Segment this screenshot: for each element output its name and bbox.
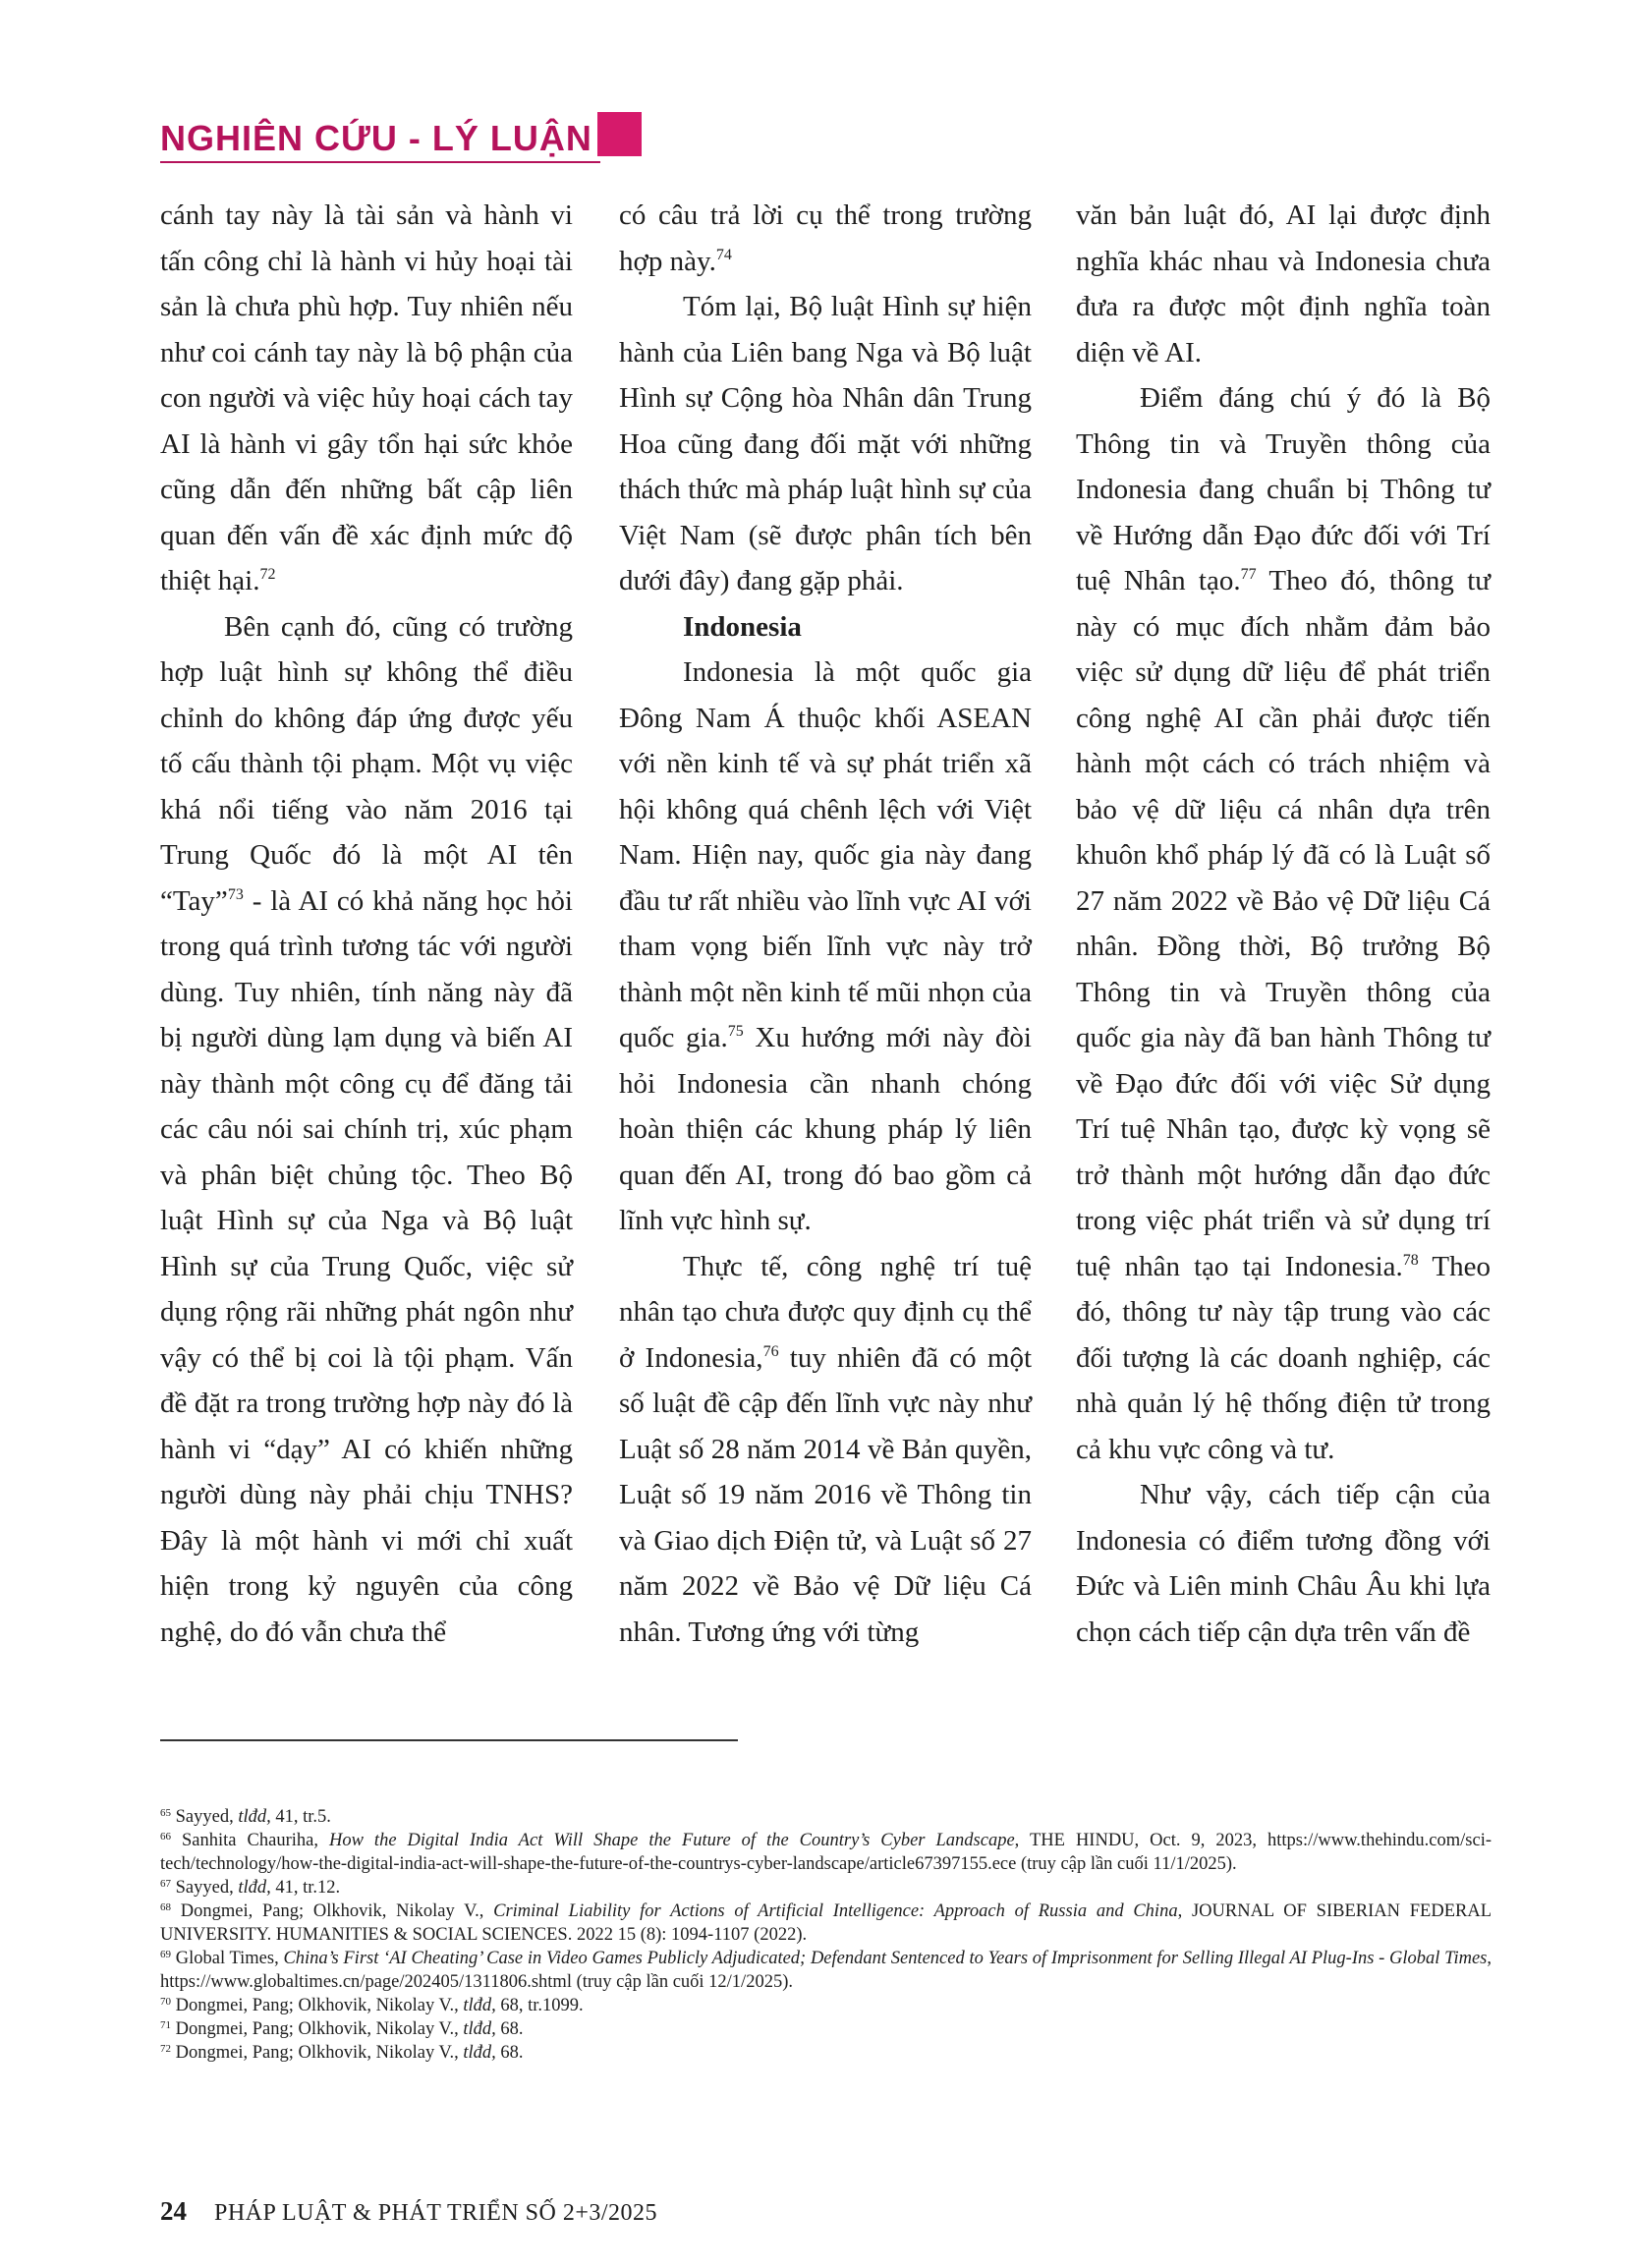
footnote-italic: tlđd,	[463, 2043, 496, 2063]
paragraph-text: Indonesia là một quốc gia Đông Nam Á thuộc khối ASEAN với nền kinh tế và sự phát triển xã hội không quá chênh lệch với Việt Nam. Hiện nay, quốc gia này đang đầu tư rất nhiều vào lĩnh vực AI với tham vọng biến lĩnh vực này trở thành một nền kinh tế mũi nhọn của quốc gia.	[619, 656, 1032, 1053]
section-title: NGHIÊN CỨU - LÝ LUẬN	[160, 118, 592, 158]
footnote	[160, 2041, 1492, 2065]
column-1	[160, 193, 573, 1655]
paragraph: Như vậy, cách tiếp cận của Indonesia có điểm tương đồng với Đức và Liên minh Châu Âu khi lựa chọn cách tiếp cận dựa trên vấn đề	[1076, 1479, 1491, 1648]
footnote-text: , THE HINDU, Oct. 9, 2023, https://www.thehindu.com/sci-tech/technology/how-the-digital-india-act-will-shape-the-future-of-the-countrys-cyber-landscape/article67397155.ece (truy cập lần cuối 11/1/2025).	[160, 1831, 1492, 1874]
footnote-italic: tlđd,	[463, 1996, 496, 2015]
paragraph	[619, 650, 1032, 1244]
footnote-text: Global Times,	[175, 1949, 284, 1968]
paragraph	[160, 193, 573, 604]
footnote-ref[interactable]: 78	[1402, 1251, 1419, 1269]
paragraph	[160, 604, 573, 1656]
footnote-number: 71	[160, 2019, 171, 2031]
footnote-text: 41, tr.5.	[270, 1807, 331, 1827]
footnote-text: Dongmei, Pang; Olkhovik, Nikolay V.,	[171, 2043, 464, 2063]
paragraph-text: Xu hướng mới này đòi hỏi Indonesia cần nhanh chóng hoàn thiện các khung pháp lý liên quan đến AI, trong đó bao gồm cả lĩnh vực hình sự.	[619, 1022, 1032, 1236]
footnote-number: 65	[160, 1807, 171, 1819]
header-accent-block	[597, 112, 642, 156]
paragraph-text: Theo đó, thông tư này tập trung vào các đối tượng là các doanh nghiệp, các nhà quản lý hệ thống điện tử trong cả khu vực công và tư.	[1076, 1250, 1492, 1465]
footnote	[160, 1876, 1492, 1899]
paragraph	[1076, 375, 1491, 1472]
footnote-number: 70	[160, 1996, 171, 2008]
footnote	[160, 2017, 1492, 2041]
footnote-number: 69	[160, 1949, 171, 1960]
footnote-text: Sanhita Chauriha,	[182, 1831, 329, 1850]
column-2	[619, 193, 1032, 1655]
footnote-number: 66	[160, 1831, 171, 1843]
footnote	[160, 1829, 1492, 1876]
footnote-ref[interactable]: 74	[715, 246, 732, 263]
footnote-ref[interactable]: 76	[762, 1342, 779, 1360]
footnote-text: 68.	[495, 2043, 524, 2063]
paragraph	[619, 193, 1032, 284]
footnote-italic: tlđd,	[463, 2019, 496, 2039]
paragraph-text: Thực tế, công nghệ trí tuệ nhân tạo chưa được quy định cụ thể ở Indonesia,	[619, 1250, 1032, 1374]
paragraph-text: có câu trả lời cụ thể trong trường hợp này.	[619, 199, 1032, 277]
footnote-text: Dongmei, Pang; Olkhovik, Nikolay V.,	[171, 2019, 464, 2039]
paragraph-text: tuy nhiên đã có một số luật đề cập đến lĩnh vực này như Luật số 28 năm 2014 về Bản quyền, Luật số 19 năm 2016 về Thông tin và Giao dịch Điện tử, và Luật số 27 năm 2022 về Bảo vệ Dữ liệu Cá nhân. Tương ứng với từng	[619, 1341, 1032, 1648]
footnote	[160, 1994, 1492, 2017]
paragraph-text: Bên cạnh đó, cũng có trường hợp luật hình sự không thể điều chỉnh do không đáp ứng được yếu tố cấu thành tội phạm. Một vụ việc khá nổi tiếng vào năm 2016 tại Trung Quốc đó là một AI tên “Tay”	[160, 610, 573, 917]
footnote-text: Dongmei, Pang; Olkhovik, Nikolay V.,	[180, 1901, 494, 1921]
paragraph-text: Điểm đáng chú ý đó là Bộ Thông tin và Truyền thông của Indonesia đang chuẩn bị Thông tư về Hướng dẫn Đạo đức đối với Trí tuệ Nhân tạo.	[1076, 382, 1491, 596]
footnote-text: Sayyed,	[175, 1878, 239, 1898]
footnote-italic: How the Digital India Act Will Shape the Future of the Country’s Cyber Landscape	[328, 1831, 1015, 1850]
footnote-italic: China’s First ‘AI Cheating’ Case in Video Games Publicly Adjudicated; Defendant Sentenced to Years of Imprisonment for Selling Illegal AI Plug-Ins - Global Times	[283, 1949, 1488, 1968]
footnote-ref[interactable]: 77	[1240, 566, 1257, 583]
footnote-number: 67	[160, 1878, 171, 1890]
paragraph-text: - là AI có khả năng học hỏi trong quá trình tương tác với người dùng. Tuy nhiên, tính năng này đã bị người dùng lạm dụng và biến AI này thành một công cụ để đăng tải các câu nói sai chính trị, xúc phạm và phân biệt chủng tộc. Theo Bộ luật Hình sự của Nga và Bộ luật Hình sự của Trung Quốc, việc sử dụng rộng rãi những phát ngôn như vậy có thể bị coi là tội phạm. Vấn đề đặt ra trong trường hợp này đó là hành vi “dạy” AI có khiến những người dùng này phải chịu TNHS? Đây là một hành vi mới chỉ xuất hiện trong kỷ nguyên của công nghệ, do đó vẫn chưa thể	[160, 884, 573, 1648]
footnote-text: 68.	[495, 2019, 524, 2039]
footnote-italic: tlđd,	[238, 1878, 271, 1898]
paragraph-text: cánh tay này là tài sản và hành vi tấn công chỉ là hành vi hủy hoại tài sản là chưa phù hợp. Tuy nhiên nếu như coi cánh tay này là bộ phận của con người và việc hủy hoại cách tay AI là hành vi gây tổn hại sức khỏe cũng dẫn đến những bất cập liên quan đến vấn đề xác định mức độ thiệt hại.	[160, 199, 573, 596]
paragraph-text: Theo đó, thông tư này có mục đích nhằm đảm bảo việc sử dụng dữ liệu để phát triển công nghệ AI cần phải được tiến hành một cách có trách nhiệm và bảo vệ dữ liệu cá nhân dựa trên khuôn khổ pháp lý đã có là Luật số 27 năm 2022 về Bảo vệ Dữ liệu Cá nhân. Đồng thời, Bộ trưởng Bộ Thông tin và Truyền thông của quốc gia này đã ban hành Thông tư về Đạo đức đối với việc Sử dụng Trí tuệ Nhân tạo, được kỳ vọng sẽ trở thành một hướng dẫn đạo đức trong việc phát triển và sử dụng trí tuệ nhân tạo tại Indonesia.	[1076, 565, 1491, 1282]
section-header	[160, 118, 592, 159]
footnote-text: 41, tr.12.	[270, 1878, 341, 1898]
footnote	[160, 1947, 1492, 1994]
footnote-number: 72	[160, 2043, 171, 2055]
footnote-ref[interactable]: 75	[727, 1023, 744, 1040]
footnote-text: , JOURNAL OF SIBERIAN FEDERAL UNIVERSITY. HUMANITIES & SOCIAL SCIENCES. 2022 15 (8): 1094-1107 (2022).	[160, 1901, 1492, 1945]
paragraph: Tóm lại, Bộ luật Hình sự hiện hành của Liên bang Nga và Bộ luật Hình sự Cộng hòa Nhân dân Trung Hoa cũng đang đối mặt với những thách thức mà pháp luật hình sự của Việt Nam (sẽ được phân tích bên dưới đây) đang gặp phải.	[619, 291, 1032, 596]
paragraph	[619, 1244, 1032, 1656]
footnote	[160, 1899, 1492, 1947]
footnote	[160, 1805, 1492, 1829]
footnote-text: Sayyed,	[175, 1807, 239, 1827]
header-underline	[160, 161, 600, 163]
page-number: 24	[160, 2196, 187, 2226]
footnote-italic: Criminal Liability for Actions of Artificial Intelligence: Approach of Russia and China	[493, 1901, 1178, 1921]
section-heading: Indonesia	[683, 610, 802, 643]
footnote-ref[interactable]: 72	[259, 566, 276, 583]
footnote-ref[interactable]: 73	[227, 885, 244, 903]
paragraph: văn bản luật đó, AI lại được định nghĩa khác nhau và Indonesia chưa đưa ra được một định nghĩa toàn diện về AI.	[1076, 199, 1491, 369]
footnote-italic: tlđd,	[238, 1807, 271, 1827]
footnote-divider	[160, 1739, 738, 1741]
journal-title: PHÁP LUẬT & PHÁT TRIỂN SỐ 2+3/2025	[214, 2200, 658, 2226]
column-3	[1076, 193, 1491, 1655]
footnote-text: , https://www.globaltimes.cn/page/202405/1311806.shtml (truy cập lần cuối 12/1/2025).	[160, 1949, 1492, 1992]
footnote-text: 68, tr.1099.	[495, 1996, 584, 2015]
footnote-number: 68	[160, 1901, 171, 1913]
page-footer	[160, 2196, 657, 2227]
footnote-text: Dongmei, Pang; Olkhovik, Nikolay V.,	[175, 1996, 464, 2015]
footnotes	[160, 1805, 1492, 2065]
